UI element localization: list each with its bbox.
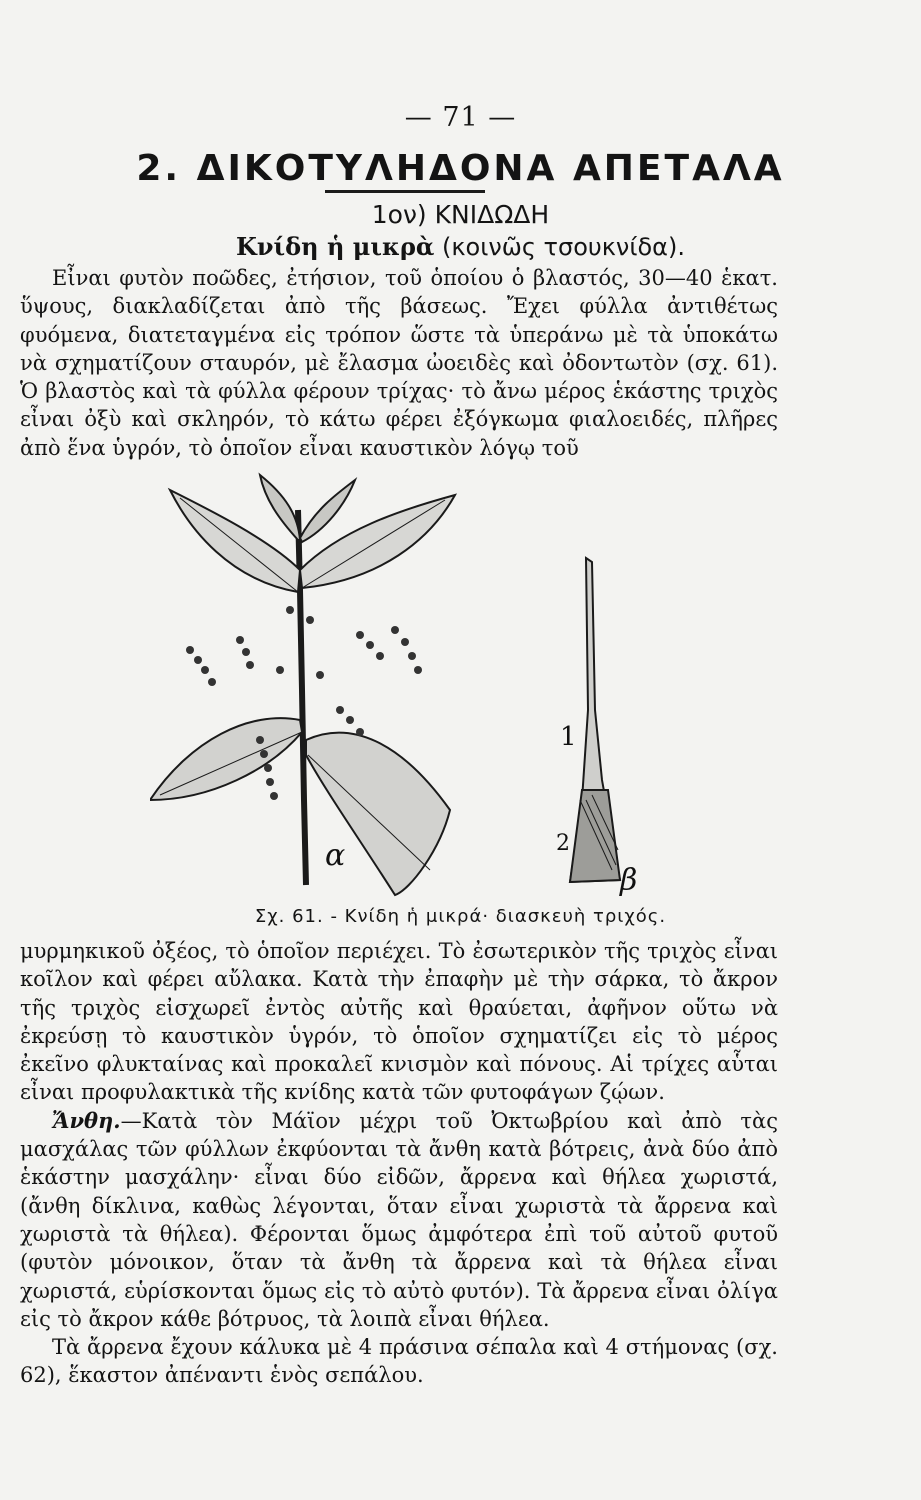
title-rule — [325, 190, 485, 193]
nettle-plant-drawing — [150, 475, 455, 895]
stinging-hair-drawing — [570, 558, 620, 882]
species-name: Κνίδη ἡ μικρὰ — [236, 232, 435, 261]
figure-61 — [150, 470, 660, 900]
paragraph-3 — [20, 1107, 778, 1333]
figure-caption: Σχ. 61. - Κνίδη ἡ μικρά· διασκευὴ τριχός. — [254, 906, 667, 927]
paragraph-1: Εἶναι φυτὸν ποῶδες, ἐτήσιον, τοῦ ὁποίου ὁ βλαστός, 30—40 ἑκατ. ὕψους, διακλαδίζεται ἀπὸ τῆς βάσεως. Ἔχει φύλλα ἀντιθέτως φυόμενα, διατεταγμένα εἰς τρόπον ὥστε τὰ ὑπεράνω μὲ τὰ ὑποκάτω νὰ σχηματίζουν σταυρόν, μὲ ἔλασμα ὠοειδὲς καὶ ὀδοντωτὸν (σχ. 61). Ὁ βλαστὸς καὶ τὰ φύλλα φέρουν τρίχας· τὸ ἄνω μέρος ἑκάστης τριχὸς εἶναι ὀξὺ καὶ σκληρόν, τὸ κάτω φέρει ἐξόγκωμα φιαλοειδές, πλῆρες ἀπὸ ἕνα ὑγρόν, τὸ ὁποῖον εἶναι καυστικὸν λόγῳ τοῦ — [20, 266, 778, 460]
subsection-title: 1ον) ΚΝΙΔΩΔΗ — [371, 200, 550, 229]
nettle-illustration — [150, 470, 660, 900]
paragraph-description — [20, 264, 778, 462]
paragraph-3-text: —Κατὰ τὸν Μάϊον μέχρι τοῦ Ὀκτωβρίου καὶ ἀπὸ τὰς μασχάλας τῶν φύλλων ἐκφύονται τὰ ἄνθη κατὰ βότρεις, ἀνὰ δύο ἀπὸ ἑκάστην μασχάλην· εἶναι δύο εἰδῶν, ἄρρενα καὶ θήλεα χωριστά, (ἄνθη δίκλινα, καθὼς λέγονται, ὅταν εἶναι χωριστὰ τὰ ἄρρενα καὶ χωριστὰ τὰ θήλεα). Φέρονται ὅμως ἀμφότερα ἐπὶ τοῦ αὐτοῦ φυτοῦ (φυτὸν μόνοικον, ὅταν τὰ ἄνθη τὰ ἄρρενα καὶ τὰ θήλεα εἶναι χωριστά, εὑρίσκονται ὅμως εἰς τὸ αὐτὸ φυτόν). Τὰ ἄρρενα εἶναι ὀλίγα εἰς τὸ ἄκρον κάθε βότρυος, τὰ λοιπὰ εἶναι θήλεα. — [20, 1108, 778, 1331]
figure-label-b: β — [620, 863, 638, 898]
paragraph-4: Τὰ ἄρρενα ἔχουν κάλυκα μὲ 4 πράσινα σέπαλα καὶ 4 στήμονας (σχ. 62), ἕκαστον ἀπέναντι ἑνὸς σεπάλου. — [20, 1335, 778, 1388]
species-common-name: (κοινῶς τσουκνίδα). — [442, 233, 685, 261]
page-number: — 71 — — [404, 102, 517, 133]
flowers-label: Ἄνθη. — [52, 1107, 121, 1133]
figure-label-2: 2 — [556, 831, 570, 856]
figure-label-1: 1 — [560, 722, 577, 752]
section-title: 2. ΔΙΚΟΤΥΛΗΔΟΝΑ ΑΠΕΤΑΛΑ — [136, 148, 785, 189]
paragraph-continued — [20, 937, 778, 1390]
figure-label-a: α — [325, 838, 346, 873]
paragraph-2: μυρμηκικοῦ ὀξέος, τὸ ὁποῖον περιέχει. Τὸ ἐσωτερικὸν τῆς τριχὸς εἶναι κοῖλον καὶ φέρει αὔλακα. Κατὰ τὴν ἐπαφὴν μὲ τὴν σάρκα, τὸ ἄκρον τῆς τριχὸς εἰσχωρεῖ ἐντὸς αὐτῆς καὶ θραύεται, ἀφῆνον οὕτω νὰ ἐκρεύσῃ τὸ καυστικὸν ὑγρόν, τὸ ὁποῖον σχηματίζει εἰς τὸ μέρος ἐκεῖνο φλυκταίνας καὶ προκαλεῖ κνισμὸν καὶ πόνους. Αἱ τρίχες αὗται εἶναι προφυλακτικὰ τῆς κνίδης κατὰ τῶν φυτοφάγων ζῴων. — [20, 939, 778, 1105]
species-heading — [0, 232, 921, 261]
